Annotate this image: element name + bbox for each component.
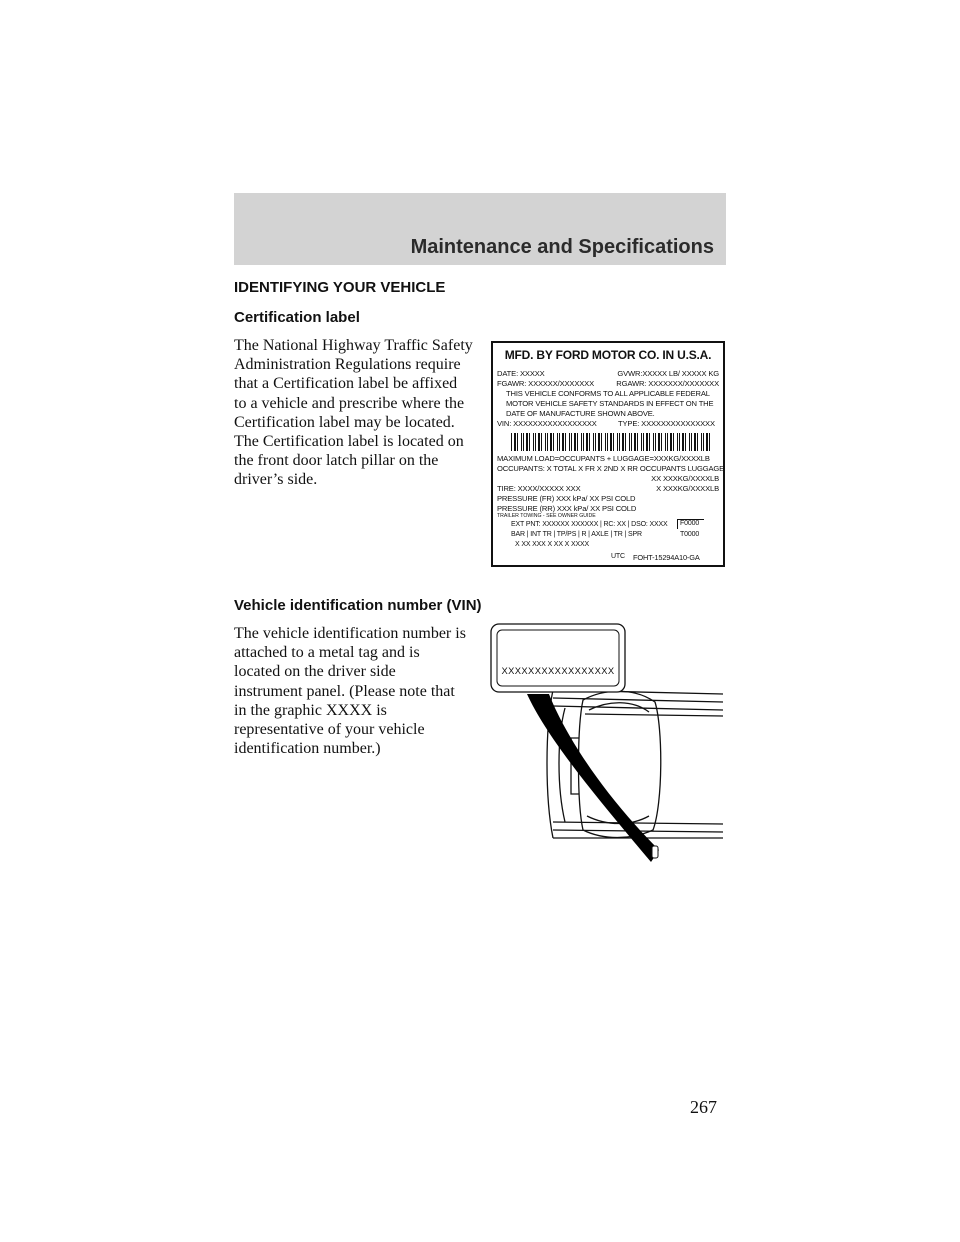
text-line: instrument panel. (Please note that — [234, 682, 455, 700]
label-max-load: MAXIMUM LOAD=OCCUPANTS + LUGGAGE=XXXKG/XXXXLB — [497, 454, 710, 463]
label-tire: TIRE: XXXX/XXXXX XXX — [497, 484, 581, 493]
label-date: DATE: XXXXX — [497, 369, 545, 378]
label-f-code: F0000 — [680, 520, 700, 527]
vin-plate-text: XXXXXXXXXXXXXXXXX — [501, 665, 615, 676]
label-trailer-note: TRAILER TOWING - SEE OWNER GUIDE — [497, 513, 596, 519]
page-heading: IDENTIFYING YOUR VEHICLE — [234, 279, 446, 296]
vin-location-illustration — [483, 618, 728, 878]
certification-heading: Certification label — [234, 309, 360, 326]
vin-tag-location — [652, 846, 658, 858]
page-number: 267 — [690, 1097, 717, 1117]
vin-plate-inner — [497, 630, 619, 686]
text-line: identification number.) — [234, 740, 381, 758]
text-line: The Certification label is located on — [234, 433, 464, 451]
label-type: TYPE: XXXXXXXXXXXXXXX — [618, 419, 715, 428]
label-title: MFD. BY FORD MOTOR CO. IN U.S.A. — [504, 348, 712, 362]
label-pressure-front: PRESSURE (FR) XXX kPa/ XX PSI COLD — [497, 494, 636, 503]
vin-paragraph — [234, 624, 479, 758]
text-line: the front door latch pillar on the — [234, 452, 439, 470]
section-header-title: Maintenance and Specifications — [410, 236, 714, 258]
label-gvwr: GVWR:XXXXX LB/ XXXXX KG — [617, 369, 719, 378]
text-line: that a Certification label be affixed — [234, 375, 458, 393]
label-conform-line: THIS VEHICLE CONFORMS TO ALL APPLICABLE FEDERAL — [506, 389, 710, 398]
label-codes-row: BAR | INT TR | TP/PS | R | AXLE | TR | SPR — [511, 531, 642, 538]
label-occupants: OCCUPANTS: X TOTAL X FR X 2ND X RR OCCUPANTS LUGGAGE — [497, 464, 725, 473]
label-rgawr: RGAWR: XXXXXXX/XXXXXXX — [616, 379, 719, 388]
certification-paragraph — [234, 336, 479, 490]
label-occupant-values: XX XXXKG/XXXXLB — [651, 474, 719, 483]
label-occupant-values: X XXXKG/XXXXLB — [656, 484, 719, 493]
label-utc: UTC — [611, 553, 625, 560]
text-line: The vehicle identification number is — [234, 625, 466, 642]
label-figure-code: FOHT-15294A10-GA — [633, 553, 700, 562]
text-line: attached to a metal tag and is — [234, 644, 420, 662]
label-fgawr: FGAWR: XXXXXX/XXXXXXX — [497, 379, 595, 388]
text-line: in the graphic XXXX is — [234, 701, 387, 719]
barcode-graphic — [511, 433, 713, 451]
text-line: to a vehicle and prescribe where the — [234, 394, 465, 412]
label-vin: VIN: XXXXXXXXXXXXXXXXX — [497, 419, 597, 428]
label-conform-line: MOTOR VEHICLE SAFETY STANDARDS IN EFFECT ON THE — [506, 399, 714, 408]
label-values-row: X XX XXX X XX X XXXX — [515, 541, 590, 548]
text-line: The National Highway Traffic Safety — [234, 337, 473, 354]
label-pressure-rear: PRESSURE (RR) XXX kPa/ XX PSI COLD — [497, 504, 637, 513]
text-line: Certification label may be located. — [234, 413, 455, 431]
section-header-band — [234, 193, 726, 265]
certification-label-illustration — [491, 341, 725, 567]
text-line: Administration Regulations require — [234, 356, 461, 374]
text-line: driver’s side. — [234, 471, 318, 489]
label-ext-paint: EXT PNT: XXXXXX XXXXXX | RC: XX | DSO: XXXX — [511, 521, 668, 528]
vin-heading: Vehicle identification number (VIN) — [234, 597, 482, 614]
label-t-code: T0000 — [680, 531, 700, 538]
label-conform-line: DATE OF MANUFACTURE SHOWN ABOVE. — [506, 409, 655, 418]
text-line: located on the driver side — [234, 663, 396, 681]
text-line: representative of your vehicle — [234, 721, 425, 739]
